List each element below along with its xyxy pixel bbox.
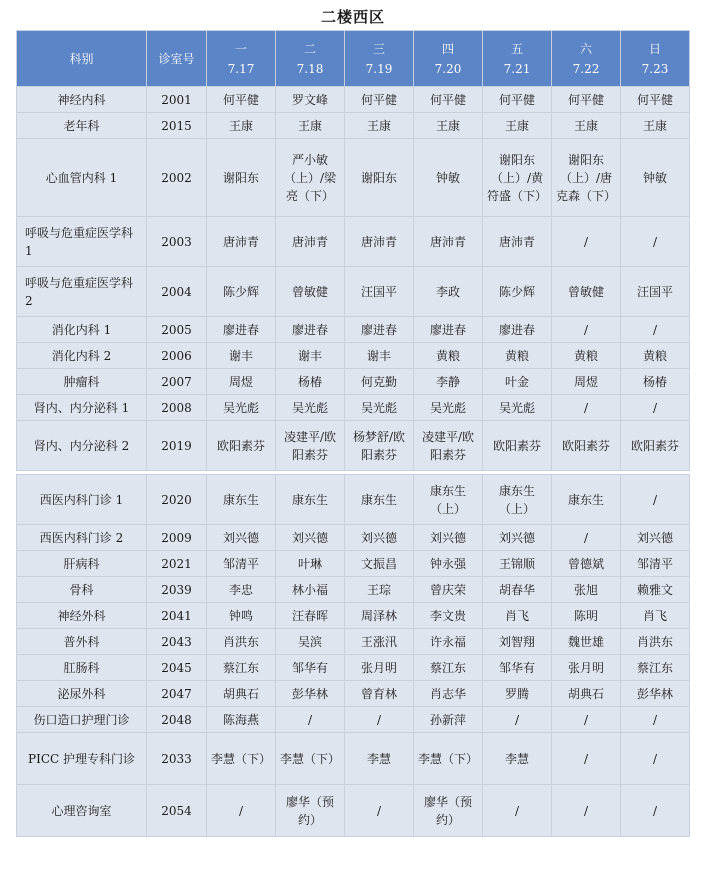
doctor-cell: 胡春华 [483,577,552,603]
room-cell: 2005 [147,317,207,343]
header-day: 一 7.17 [207,31,276,87]
room-cell: 2048 [147,707,207,733]
doctor-cell: 吴光彪 [483,395,552,421]
table-row [17,113,690,139]
doctor-cell: 王康 [345,113,414,139]
doctor-cell: 罗腾 [483,681,552,707]
doctor-cell: 欧阳素芬 [483,421,552,471]
doctor-cell: 何平健 [483,87,552,113]
doctor-cell: 魏世雄 [552,629,621,655]
doctor-cell: 陈海燕 [207,707,276,733]
room-cell: 2041 [147,603,207,629]
doctor-cell: 吴光彪 [345,395,414,421]
doctor-cell: 张月明 [552,655,621,681]
doctor-cell: 肖飞 [621,603,690,629]
table-row [17,475,690,525]
doctor-cell: 何平健 [207,87,276,113]
dept-cell: 肿瘤科 [17,369,147,395]
table-row [17,139,690,217]
doctor-cell: 彭华林 [276,681,345,707]
doctor-cell: 谢阳东 [345,139,414,217]
doctor-cell: 钟永强 [414,551,483,577]
header-day: 六 7.22 [552,31,621,87]
room-cell: 2006 [147,343,207,369]
doctor-cell: 康东生 [207,475,276,525]
doctor-cell: 周泽林 [345,603,414,629]
doctor-cell: 王康 [621,113,690,139]
doctor-cell: 李慧（下） [276,733,345,785]
doctor-cell: 赖雅文 [621,577,690,603]
doctor-cell: 陈少辉 [483,267,552,317]
table-row [17,421,690,471]
table-row [17,395,690,421]
room-cell: 2009 [147,525,207,551]
doctor-cell: 李文贵 [414,603,483,629]
doctor-cell: 黄粮 [483,343,552,369]
doctor-cell: 康东生 [345,475,414,525]
doctor-cell: 何平健 [552,87,621,113]
doctor-cell: 曾育林 [345,681,414,707]
doctor-cell: 康东生 [276,475,345,525]
dept-cell: 肝病科 [17,551,147,577]
doctor-cell: / [552,395,621,421]
doctor-cell: 杨椿 [621,369,690,395]
doctor-cell: 王康 [276,113,345,139]
header-day: 二 7.18 [276,31,345,87]
doctor-cell: / [552,317,621,343]
dept-cell: 消化内科 1 [17,317,147,343]
doctor-cell: 李政 [414,267,483,317]
dept-cell: 泌尿外科 [17,681,147,707]
doctor-cell: 凌建平/欧阳素芬 [276,421,345,471]
doctor-cell: 叶琳 [276,551,345,577]
doctor-cell: 唐沛青 [483,217,552,267]
doctor-cell: 廖进春 [483,317,552,343]
doctor-cell: 谢丰 [207,343,276,369]
doctor-cell: 肖志华 [414,681,483,707]
doctor-cell: 刘兴德 [483,525,552,551]
dept-cell: 呼吸与危重症医学科 1 [17,217,147,267]
doctor-cell: 康东生（上） [483,475,552,525]
doctor-cell: 严小敏（上）/梁亮（下） [276,139,345,217]
doctor-cell: 康东生 [552,475,621,525]
dept-cell: 伤口造口护理门诊 [17,707,147,733]
doctor-cell: 谢丰 [345,343,414,369]
doctor-cell: 陈明 [552,603,621,629]
header-day: 日 7.23 [621,31,690,87]
table-row [17,551,690,577]
doctor-cell: 蔡江东 [621,655,690,681]
doctor-cell: 许永福 [414,629,483,655]
doctor-cell: 何平健 [345,87,414,113]
doctor-cell: 唐沛青 [345,217,414,267]
dept-cell: 西医内科门诊 2 [17,525,147,551]
doctor-cell: 张月明 [345,655,414,681]
room-cell: 2054 [147,785,207,837]
doctor-cell: 唐沛青 [414,217,483,267]
header-day: 四 7.20 [414,31,483,87]
doctor-cell: / [483,785,552,837]
doctor-cell: / [621,217,690,267]
dept-cell: 西医内科门诊 1 [17,475,147,525]
doctor-cell: 李慧 [483,733,552,785]
dept-cell: 骨科 [17,577,147,603]
doctor-cell: 肖飞 [483,603,552,629]
room-cell: 2020 [147,475,207,525]
doctor-cell: 欧阳素芬 [621,421,690,471]
doctor-cell: 汪春晖 [276,603,345,629]
doctor-cell: 李慧 [345,733,414,785]
doctor-cell: / [345,707,414,733]
table-row [17,267,690,317]
header-day: 五 7.21 [483,31,552,87]
doctor-cell: 汪国平 [621,267,690,317]
header-day: 三 7.19 [345,31,414,87]
doctor-cell: 文振昌 [345,551,414,577]
doctor-cell: 杨梦舒/欧阳素芬 [345,421,414,471]
doctor-cell: 凌建平/欧阳素芬 [414,421,483,471]
doctor-cell: 康东生（上） [414,475,483,525]
doctor-cell: 廖进春 [276,317,345,343]
doctor-cell: 李静 [414,369,483,395]
doctor-cell: 廖进春 [207,317,276,343]
doctor-cell: / [621,733,690,785]
doctor-cell: 黄粮 [552,343,621,369]
room-cell: 2003 [147,217,207,267]
room-cell: 2043 [147,629,207,655]
doctor-cell: 钟敏 [621,139,690,217]
doctor-cell: 曾敏健 [552,267,621,317]
doctor-cell: 王涨汛 [345,629,414,655]
room-cell: 2033 [147,733,207,785]
table-row [17,577,690,603]
dept-cell: 肾内、内分泌科 1 [17,395,147,421]
doctor-cell: 廖进春 [414,317,483,343]
doctor-cell: 周煜 [207,369,276,395]
doctor-cell: 何克勤 [345,369,414,395]
doctor-cell: 曾德斌 [552,551,621,577]
doctor-cell: 钟敏 [414,139,483,217]
table-row [17,525,690,551]
header-row [17,31,690,87]
doctor-cell: 肖洪东 [621,629,690,655]
doctor-cell: / [483,707,552,733]
table-row [17,785,690,837]
doctor-cell: 黄粮 [414,343,483,369]
dept-cell: 老年科 [17,113,147,139]
table-row [17,629,690,655]
room-cell: 2045 [147,655,207,681]
table-row [17,217,690,267]
room-cell: 2019 [147,421,207,471]
table-row [17,603,690,629]
doctor-cell: / [276,707,345,733]
doctor-cell: 刘兴德 [207,525,276,551]
doctor-cell: 廖进春 [345,317,414,343]
doctor-cell: 邹华有 [276,655,345,681]
dept-cell: 肾内、内分泌科 2 [17,421,147,471]
room-cell: 2047 [147,681,207,707]
doctor-cell: 黄粮 [621,343,690,369]
table-row [17,343,690,369]
doctor-cell: 唐沛青 [207,217,276,267]
dept-cell: 普外科 [17,629,147,655]
doctor-cell: 彭华林 [621,681,690,707]
dept-cell: 心理咨询室 [17,785,147,837]
table-row [17,707,690,733]
doctor-cell: 曾庆荣 [414,577,483,603]
room-cell: 2021 [147,551,207,577]
dept-cell: 神经内科 [17,87,147,113]
dept-cell: 神经外科 [17,603,147,629]
table-row [17,655,690,681]
doctor-cell: 谢丰 [276,343,345,369]
room-cell: 2004 [147,267,207,317]
doctor-cell: 何平健 [414,87,483,113]
doctor-cell: 王琮 [345,577,414,603]
doctor-cell: 钟鸣 [207,603,276,629]
doctor-cell: 胡典石 [552,681,621,707]
doctor-cell: 刘兴德 [276,525,345,551]
room-cell: 2015 [147,113,207,139]
doctor-cell: 吴光彪 [276,395,345,421]
doctor-cell: 邹清平 [621,551,690,577]
doctor-cell: 周煜 [552,369,621,395]
doctor-cell: 邹清平 [207,551,276,577]
doctor-cell: / [621,317,690,343]
doctor-cell: 肖洪东 [207,629,276,655]
doctor-cell: 谢阳东（上）/唐克森（下） [552,139,621,217]
room-cell: 2002 [147,139,207,217]
dept-cell: PICC 护理专科门诊 [17,733,147,785]
doctor-cell: / [621,785,690,837]
doctor-cell: 李忠 [207,577,276,603]
dept-cell: 肛肠科 [17,655,147,681]
table-row [17,87,690,113]
doctor-cell: 李慧（下） [207,733,276,785]
doctor-cell: 邹华有 [483,655,552,681]
doctor-cell: 林小福 [276,577,345,603]
doctor-cell: 蔡江东 [414,655,483,681]
doctor-cell: 廖华（预约） [414,785,483,837]
doctor-cell: / [552,525,621,551]
table-row [17,681,690,707]
doctor-cell: 唐沛青 [276,217,345,267]
doctor-cell: / [207,785,276,837]
doctor-cell: 何平健 [621,87,690,113]
doctor-cell: 叶金 [483,369,552,395]
doctor-cell: 王康 [414,113,483,139]
doctor-cell: 廖华（预约） [276,785,345,837]
table-row [17,369,690,395]
doctor-cell: 张旭 [552,577,621,603]
doctor-cell: 蔡江东 [207,655,276,681]
doctor-cell: 王锦顺 [483,551,552,577]
doctor-cell: 罗文峰 [276,87,345,113]
doctor-cell: 刘兴德 [621,525,690,551]
doctor-cell: 曾敏健 [276,267,345,317]
page-title: 二楼西区 [320,8,385,26]
schedule-table [16,30,690,837]
doctor-cell: / [345,785,414,837]
doctor-cell: 孙新萍 [414,707,483,733]
doctor-cell: 王康 [552,113,621,139]
doctor-cell: / [552,707,621,733]
doctor-cell: 刘智翔 [483,629,552,655]
dept-cell: 心血管内科 1 [17,139,147,217]
doctor-cell: 欧阳素芬 [552,421,621,471]
dept-cell: 呼吸与危重症医学科 2 [17,267,147,317]
doctor-cell: / [621,475,690,525]
doctor-cell: 胡典石 [207,681,276,707]
doctor-cell: 王康 [207,113,276,139]
doctor-cell: 吴滨 [276,629,345,655]
doctor-cell: 刘兴德 [345,525,414,551]
doctor-cell: 谢阳东 [207,139,276,217]
doctor-cell: 欧阳素芬 [207,421,276,471]
doctor-cell: / [552,733,621,785]
doctor-cell: 谢阳东（上）/黄符盛（下） [483,139,552,217]
doctor-cell: 汪国平 [345,267,414,317]
room-cell: 2039 [147,577,207,603]
header-dept: 科别 [17,31,147,87]
room-cell: 2008 [147,395,207,421]
doctor-cell: / [621,395,690,421]
header-room: 诊室号 [147,31,207,87]
table-row [17,733,690,785]
table-row [17,317,690,343]
doctor-cell: 吴光彪 [207,395,276,421]
dept-cell: 消化内科 2 [17,343,147,369]
doctor-cell: / [552,785,621,837]
doctor-cell: / [552,217,621,267]
doctor-cell: / [621,707,690,733]
doctor-cell: 杨椿 [276,369,345,395]
doctor-cell: 陈少辉 [207,267,276,317]
doctor-cell: 王康 [483,113,552,139]
doctor-cell: 李慧（下） [414,733,483,785]
room-cell: 2001 [147,87,207,113]
doctor-cell: 吴光彪 [414,395,483,421]
room-cell: 2007 [147,369,207,395]
doctor-cell: 刘兴德 [414,525,483,551]
